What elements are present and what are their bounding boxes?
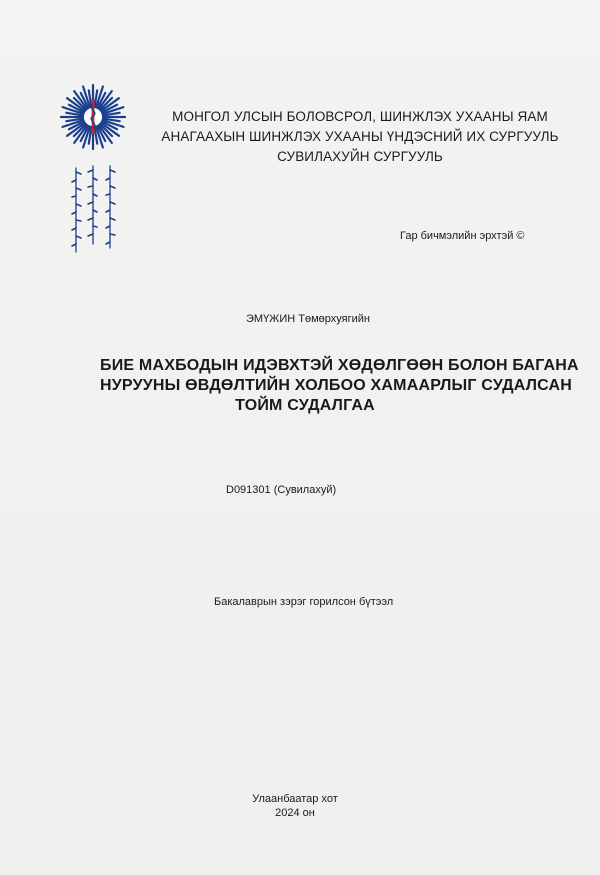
university-name: АНАГААХЫН ШИНЖЛЭХ УХААНЫ ҮНДЭСНИЙ ИХ СУРГУУЛЬ xyxy=(161,129,559,144)
school-name: СУВИЛАХУЙН СУРГУУЛЬ xyxy=(277,149,443,164)
thesis-title-line1: БИЕ МАХБОДЫН ИДЭВХТЭЙ ХӨДӨЛГӨӨН БОЛОН БАГАНА xyxy=(100,357,579,374)
thesis-title-line2: НУРУУНЫ ӨВДӨЛТИЙН ХОЛБОО ХАМААРЛЫГ СУДАЛСАН xyxy=(100,377,572,394)
program-code: D091301 (Сувилахуй) xyxy=(226,484,337,496)
ministry-name: МОНГОЛ УЛСЫН БОЛОВСРОЛ, ШИНЖЛЭХ УХААНЫ ЯАМ xyxy=(172,109,548,124)
author-name: ЭМҮЖИН Төмөрхуягийн xyxy=(246,313,370,325)
year: 2024 он xyxy=(275,807,315,819)
place-and-year xyxy=(200,792,390,820)
city: Улаанбаатар хот xyxy=(252,793,338,805)
copyright-notice: Гар бичмэлийн эрхтэй © xyxy=(400,230,525,242)
university-emblem-icon xyxy=(54,80,132,260)
thesis-title xyxy=(100,356,579,416)
institution-header xyxy=(140,107,580,167)
mongolian-script-lines xyxy=(72,166,115,252)
thesis-title-line3: ТОЙМ СУДАЛГАА xyxy=(235,397,375,414)
degree-statement: Бакалаврын зэрэг горилсон бүтээл xyxy=(214,596,394,608)
